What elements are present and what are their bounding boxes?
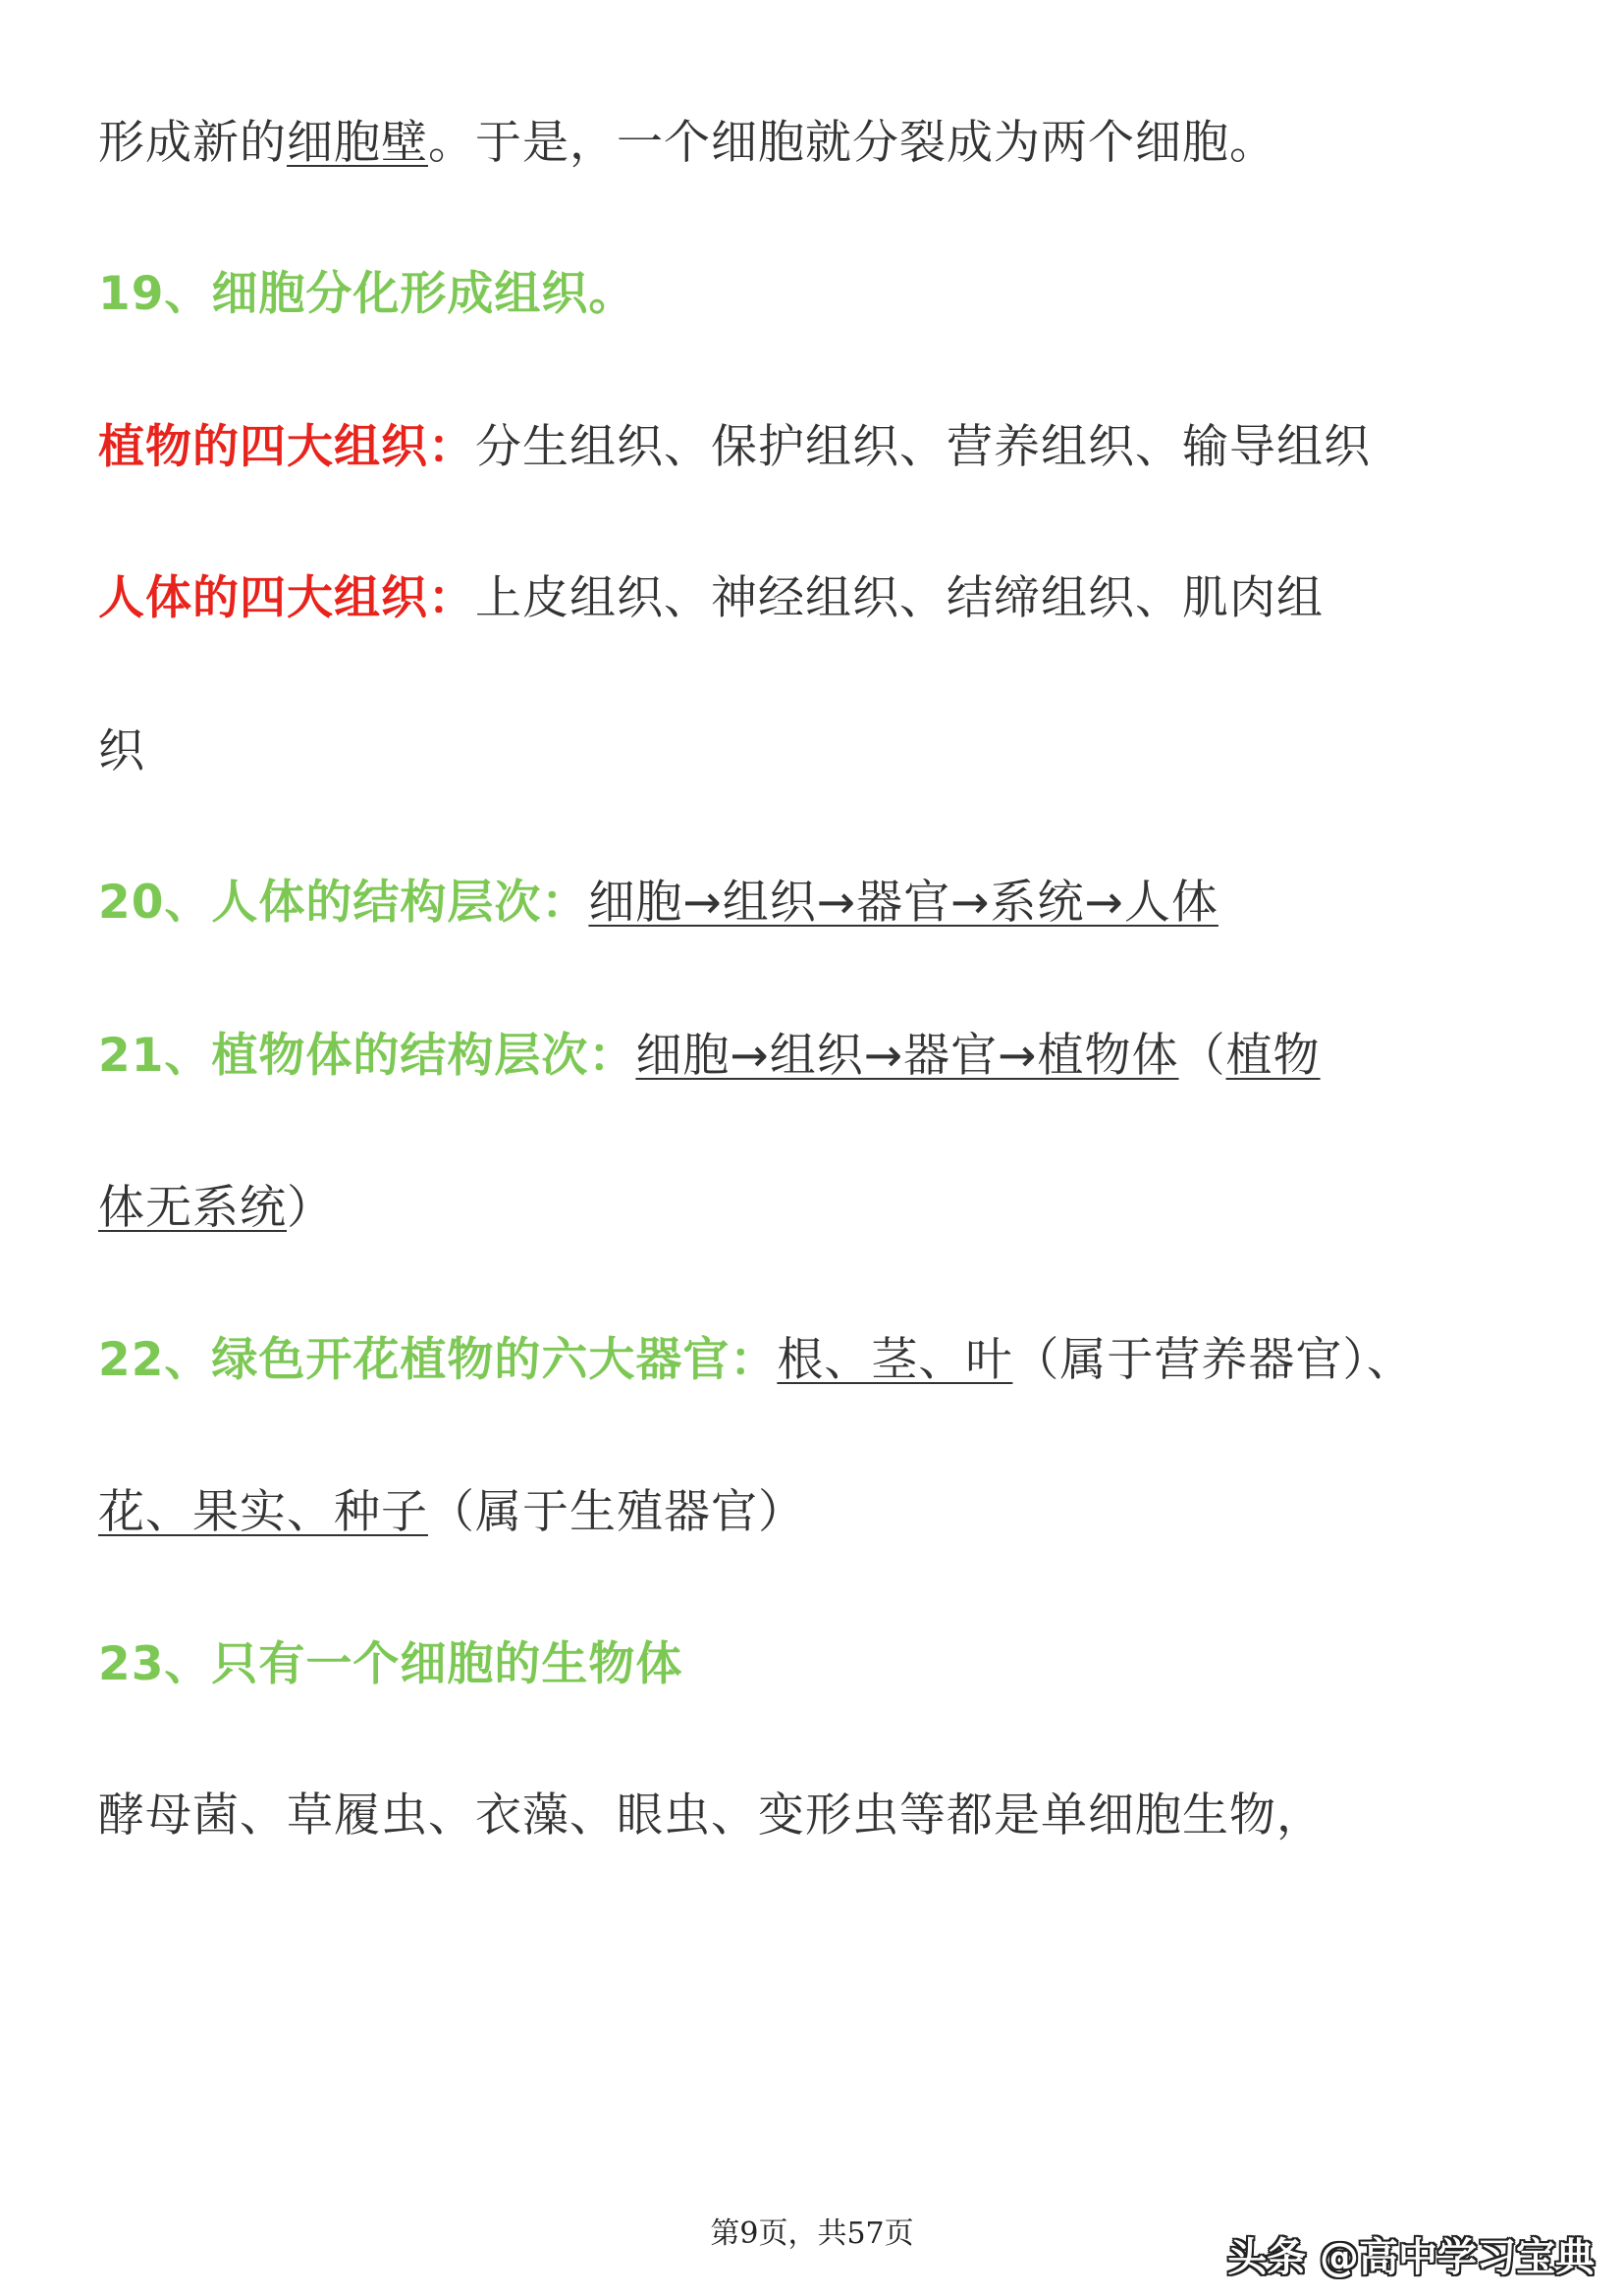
page-number: 第9页，共57页	[710, 2216, 914, 2251]
text-segment: （属于生殖器官）	[428, 1485, 805, 1539]
section-line-21	[98, 1029, 1542, 1084]
section-heading-22: 22、绿色开花植物的六大器官：	[98, 1333, 778, 1387]
section-heading-23: 23、只有一个细胞的生物体	[98, 1637, 683, 1691]
section-line-21-continuation	[98, 1181, 1542, 1236]
section-heading-20: 20、人体的结构层次：	[98, 876, 589, 930]
underlined-term: 体无系统	[98, 1181, 287, 1235]
plant-tissues-text: 分生组织、保护组织、营养组织、输导组织	[475, 420, 1371, 474]
section-line-20	[98, 876, 1542, 931]
underlined-term: 花、果实、种子	[98, 1485, 428, 1539]
text-segment: 。于是，一个细胞就分裂成为两个细胞。	[428, 116, 1276, 170]
plant-tissues-label: 植物的四大组织：	[98, 420, 475, 474]
human-tissues-label: 人体的四大组织：	[98, 571, 475, 625]
underlined-term: 细胞壁	[287, 116, 428, 170]
underlined-term: 细胞→组织→器官→系统→人体	[588, 876, 1218, 930]
text-segment: （	[1178, 1029, 1226, 1083]
human-tissues-text: 上皮组织、神经组织、结缔组织、肌肉组	[475, 571, 1324, 625]
human-tissues-continuation: 织	[98, 724, 145, 778]
plant-tissues-line	[98, 420, 1542, 475]
human-tissues-line	[98, 571, 1542, 626]
section-23-text: 酵母菌、草履虫、衣藻、眼虫、变形虫等都是单细胞生物，	[98, 1789, 1324, 1842]
underlined-term: 细胞→组织→器官→植物体	[635, 1029, 1179, 1083]
paragraph-line	[98, 116, 1542, 171]
text-segment: 形成新的	[98, 116, 287, 170]
section-line-22-continuation	[98, 1485, 1542, 1540]
text-segment: （属于营养器官）、	[1012, 1333, 1414, 1387]
underlined-term: 植物	[1225, 1029, 1321, 1083]
section-heading-21: 21、植物体的结构层次：	[98, 1029, 636, 1083]
text-segment: ）	[287, 1181, 334, 1235]
section-heading-19: 19、细胞分化形成组织。	[98, 267, 636, 321]
underlined-term: 根、茎、叶	[777, 1333, 1013, 1387]
watermark: 头条 @高中学习宝典	[1227, 2235, 1595, 2280]
section-line-22	[98, 1333, 1542, 1388]
